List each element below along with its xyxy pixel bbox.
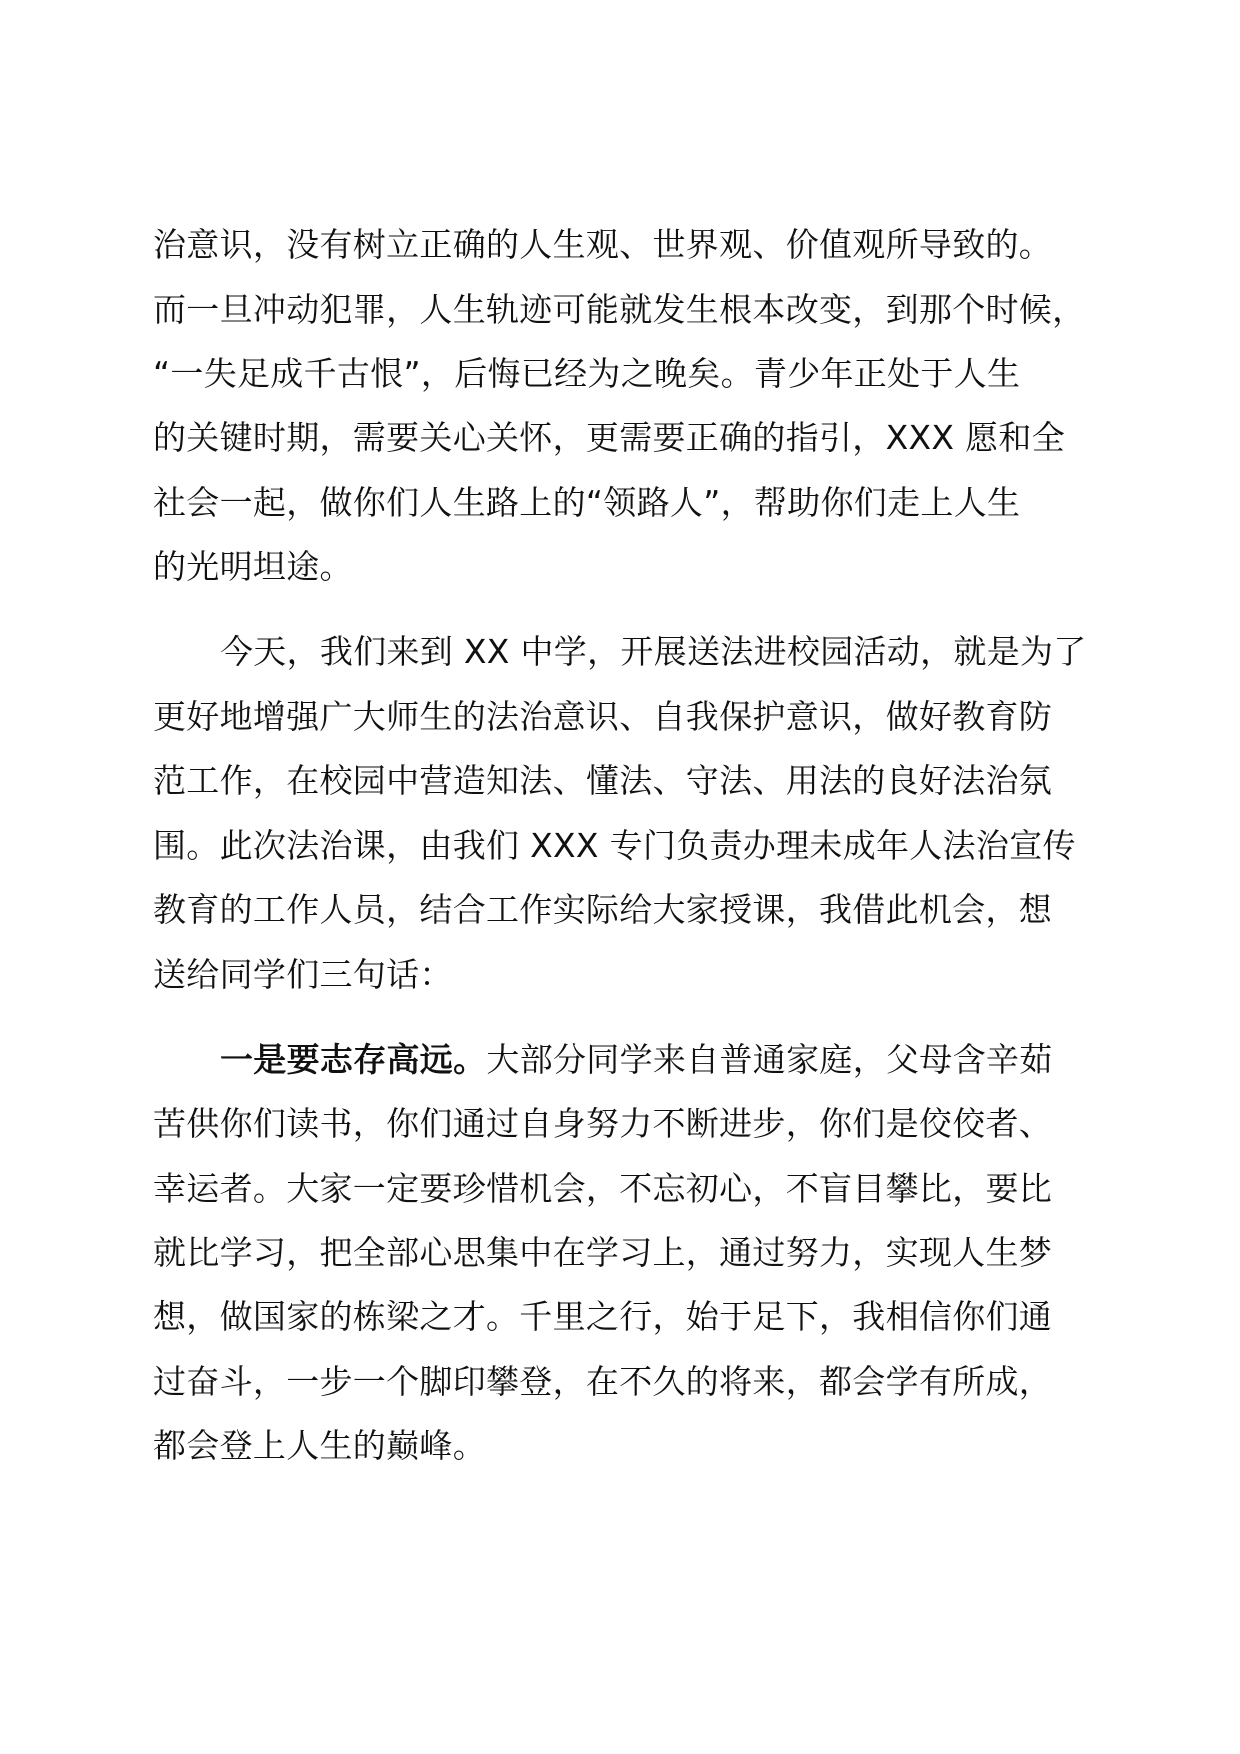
paragraph-1-line-1: 治意识，没有树立正确的人生观、世界观、价值观所导致的。 bbox=[153, 225, 1053, 264]
paragraph-2-line-2: 更好地增强广大师生的法治意识、自我保护意识，做好教育防 bbox=[153, 697, 1053, 736]
paragraph-1-line-5: 社会一起，做你们人生路上的“领路人”，帮助你们走上人生 bbox=[153, 483, 1021, 522]
paragraph-2-line-6: 送给同学们三句话： bbox=[153, 955, 453, 994]
paragraph-1-line-2: 而一旦冲动犯罪，人生轨迹可能就发生根本改变，到那个时候， bbox=[153, 290, 1086, 329]
paragraph-3-line-3: 幸运者。大家一定要珍惜机会，不忘初心，不盲目攀比，要比 bbox=[153, 1169, 1053, 1208]
paragraph-2-line-4: 围。此次法治课，由我们 XXX 专门负责办理未成年人法治宣传 bbox=[153, 826, 1076, 865]
paragraph-3-line-7: 都会登上人生的巅峰。 bbox=[153, 1426, 486, 1465]
paragraph-2-line-3: 范工作，在校园中营造知法、懂法、守法、用法的良好法治氛 bbox=[153, 761, 1053, 800]
paragraph-1-line-6: 的光明坦途。 bbox=[153, 547, 353, 586]
paragraph-3-line-5: 想，做国家的栋梁之才。千里之行，始于足下，我相信你们通 bbox=[153, 1297, 1053, 1336]
paragraph-1-line-3: “一失足成千古恨”，后悔已经为之晚矣。青少年正处于人生 bbox=[153, 354, 1021, 393]
paragraph-2-line-5: 教育的工作人员，结合工作实际给大家授课，我借此机会，想 bbox=[153, 890, 1053, 929]
paragraph-3-line-1 bbox=[220, 1040, 1180, 1080]
paragraph-3-line-2: 苦供你们读书，你们通过自身努力不断进步，你们是佼佼者、 bbox=[153, 1104, 1053, 1143]
paragraph-3-line-4: 就比学习，把全部心思集中在学习上，通过努力，实现人生梦 bbox=[153, 1233, 1053, 1272]
paragraph-3-line-6: 过奋斗，一步一个脚印攀登，在不久的将来，都会学有所成， bbox=[153, 1362, 1053, 1401]
paragraph-3-line-1-rest: 大部分同学来自普通家庭，父母含辛茹 bbox=[486, 1040, 1053, 1079]
paragraph-2-line-1: 今天，我们来到 XX 中学，开展送法进校园活动，就是为了 bbox=[220, 632, 1087, 671]
paragraph-3-bold-lead: 一是要志存高远。 bbox=[220, 1040, 487, 1079]
paragraph-1-line-4: 的关键时期，需要关心关怀，更需要正确的指引，XXX 愿和全 bbox=[153, 418, 1066, 457]
